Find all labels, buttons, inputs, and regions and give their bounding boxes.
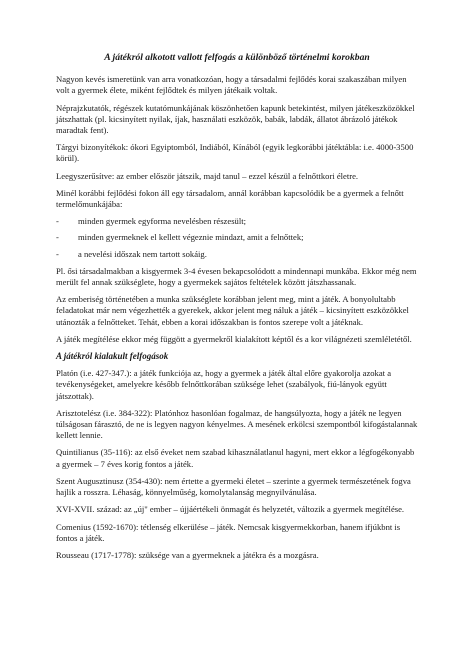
list-item-text: a nevelési időszak nem tartott sokáig. bbox=[78, 248, 207, 259]
list-item bbox=[56, 249, 418, 260]
paragraph: Szent Augusztinusz (354-430): nem értette a gyermeki életet – szerinte a gyermek természetének fogva hajlik a rosszra. Léhaság, könnyelműség, komolytalanság megnyilvánulása. bbox=[56, 475, 411, 498]
paragraph: Rousseau (1717-1778): szüksége van a gyermeknek a játékra és a mozgásra. bbox=[56, 549, 319, 560]
paragraph: Nagyon kevés ismeretünk van arra vonatkozóan, hogy a társadalmi fejlődés korai szakaszában milyen volt a gyermek élete, miként fejlődtek és milyen játékaik voltak. bbox=[56, 74, 407, 96]
paragraph: Quintilianus (35-116): az első éveket nem szabad kihasználatlanul hagyni, mert ekkor a légfogékonyabb a gyermek – 7 éves korig fontos a játék. bbox=[56, 447, 415, 469]
section-heading: A játékról kialakult felfogások bbox=[56, 351, 169, 362]
list-item bbox=[56, 232, 418, 243]
paragraph: Platón (i.e. 427-347.): a játék funkciója az, hogy a gyermek a játék által előre gyakorolja azokat a tevékenységeket, amelyekre később felnőttkorában szüksége lehet (szabályok, fiú-lányok együtt játszottak). bbox=[56, 368, 392, 401]
paragraph: Minél korábbi fejlődési fokon áll egy társadalom, annál korábban kapcsolódik be a gyermek a felnőtt termelőmunkájába: bbox=[56, 187, 404, 210]
document-title: A játékról alkotott vallott felfogás a különböző történelmi korokban bbox=[104, 52, 370, 63]
list-item bbox=[56, 216, 418, 227]
paragraph: Comenius (1592-1670): tétlenség elkerülése – játék. Nemcsak kisgyermekkorban, hanem ifjúkbnt is fontos a játék. bbox=[56, 521, 401, 543]
list-marker: - bbox=[56, 216, 59, 227]
paragraph: Arisztotelész (i.e. 384-322): Platónhoz hasonlóan fogalmaz, de hangsúlyozta, hogy a játék ne legyen túlságosan fárasztó, de ne is legyen nagyon kényelmes. A mesének erkölcsi szempontból kifogástalannak kellett lennie. bbox=[56, 407, 418, 441]
list-item-text: minden gyermeknek el kellett végeznie mindazt, amit a felnőttek; bbox=[78, 232, 304, 243]
paragraph: Az emberiség történetében a munka szükséglete korábban jelent meg, mint a játék. A bonyolultabb feladatokat már nem végezhették a gyerekek, akkor jelent meg náluk a játék – kicsinyített eszközökkel utánozták a felnőtteket. Tehát, ebben a korai időszakban is fontos szerepe volt a játéknak. bbox=[56, 294, 409, 327]
paragraph: A játék megítélése ekkor még függött a gyermekről kialakított képtől és a kor világnézeti szemléletétől. bbox=[56, 333, 412, 344]
paragraph: Pl. ősi társadalmakban a kisgyermek 3-4 évesen bekapcsolódott a mindennapi munkába. Ekkor még nem merült fel annak szükséglete, hogy a gyermekek sajátos feltételek között játszhassanak. bbox=[56, 265, 417, 288]
paragraph: XVI-XVII. század: az „új" ember – újjáértékeli önmagát és helyzetét, változik a gyermek megítélése. bbox=[56, 504, 405, 515]
list-marker: - bbox=[56, 248, 59, 259]
dash-list bbox=[56, 216, 418, 260]
paragraph: Néprajzkutatók, régészek kutatómunkájának köszönhetően kapunk betekintést, milyen játékeszközökkel játszhattak (pl. kicsinyített nyilak, íjak, használati eszközök, babák, labdák, állatot ábrázoló játékok maradtak fent). bbox=[56, 102, 415, 136]
paragraph: Leegyszerűsítve: az ember először játszik, majd tanul – ezzel készül a felnőttkori életre. bbox=[56, 170, 359, 181]
list-marker: - bbox=[56, 232, 59, 243]
paragraph: Tárgyi bizonyítékok: ókori Egyiptomból, Indiából, Kínából (egyik legkorábbi játéktábla: i.e. 4000-3500 körül). bbox=[56, 142, 414, 164]
list-item-text: minden gyermek egyforma nevelésben részesült; bbox=[78, 216, 246, 227]
